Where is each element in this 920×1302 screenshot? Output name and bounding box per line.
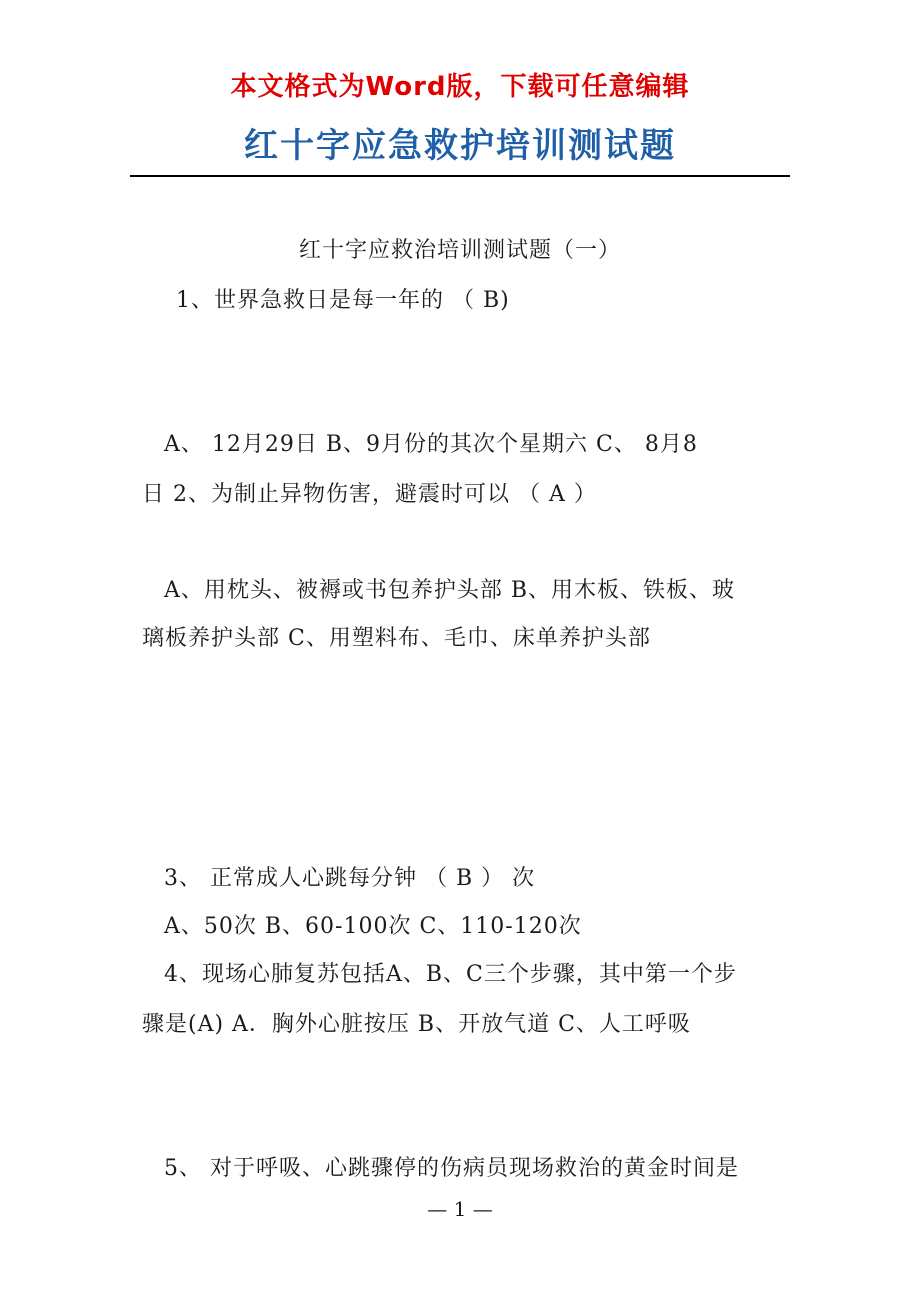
question-2-options-line-2: 璃板养护头部 C、用塑料布、毛巾、床单养护头部 bbox=[142, 626, 651, 651]
question-4-line-2: 骤是(A) A．胸外心脏按压 B、开放气道 C、人工呼吸 bbox=[142, 1012, 691, 1037]
question-3: 3、 正常成人心跳每分钟 （ B ） 次 bbox=[164, 866, 536, 891]
question-1: 1、世界急救日是每一年的 （ B) bbox=[176, 288, 510, 313]
question-2-options-line-1: A、用枕头、被褥或书包养护头部 B、用木板、铁板、玻 bbox=[164, 578, 736, 603]
question-2: 日 2、为制止异物伤害，避震时可以 （ A ） bbox=[142, 482, 597, 507]
page-number: — 1 — bbox=[427, 1197, 493, 1221]
question-4-line-1: 4、现场心肺复苏包括A、B、C三个步骤，其中第一个步 bbox=[164, 962, 737, 987]
section-subtitle: 红十字应救治培训测试题（一） bbox=[298, 238, 621, 263]
question-1-options: A、 12月29日 B、9月份的其次个星期六 C、 8月8 bbox=[164, 432, 698, 457]
format-banner: 本文格式为Word版，下载可任意编辑 bbox=[230, 72, 690, 102]
document-title: 红十字应急救护培训测试题 bbox=[244, 126, 676, 166]
question-5: 5、 对于呼吸、心跳骤停的伤病员现场救治的黄金时间是 bbox=[164, 1156, 739, 1181]
title-divider bbox=[130, 175, 790, 177]
question-3-options: A、50次 B、60-100次 C、110-120次 bbox=[164, 914, 582, 939]
